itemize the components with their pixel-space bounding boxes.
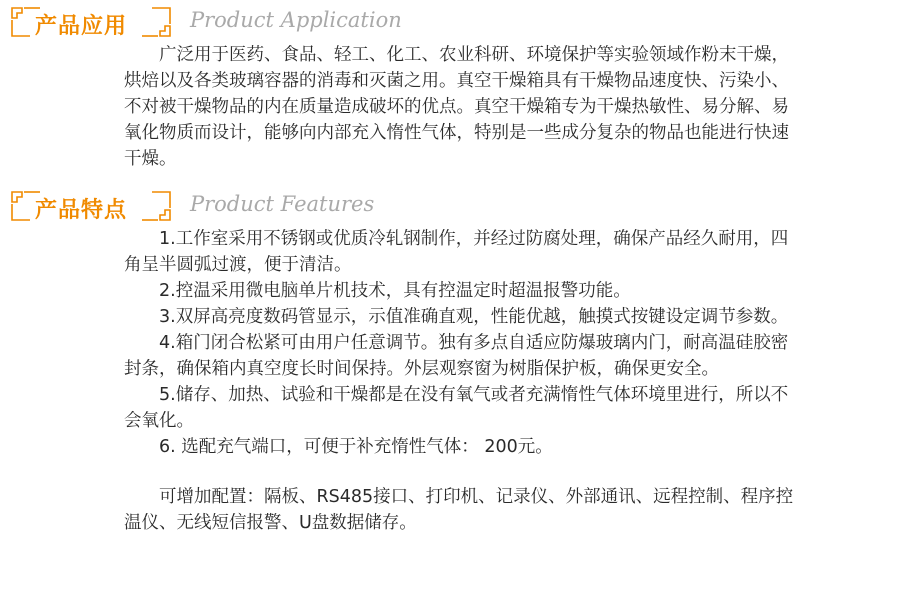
feature-item-1: 1.工作室采用不锈钢或优质冷轧钢制作，并经过防腐处理，确保产品经久耐用，四角呈半圆弧过渡，便于清洁。 [124,229,789,275]
section-title-cn: 产品特点 [35,198,128,223]
section-title-en: Product Application [190,8,402,32]
feature-item-6: 6. 选配充气端口，可便于补充惰性气体： 200元。 [159,437,553,457]
application-paragraph: 广泛用于医药、食品、轻工、化工、农业科研、环境保护等实验领域作粉末干燥，烘焙以及各类玻璃容器的消毒和灭菌之用。真空干燥箱具有干燥物品速度快、污染小、不对被干燥物品的内在质量造成破坏的优点。真空干燥箱专为干燥热敏性、易分解、易氧化物质而设计，能够向内部充入惰性气体，特别是一些成分复杂的物品也能进行快速干燥。 [124,45,789,169]
feature-item-3: 3.双屏高亮度数码管显示，示值准确直观，性能优越，触摸式按键设定调节参数。 [159,307,789,327]
section-title-en: Product Features [190,192,375,216]
application-body [124,42,796,172]
optional-config: 可增加配置：隔板、RS485接口、打印机、记录仪、外部通讯、远程控制、程序控温仪、无线短信报警、U盘数据储存。 [124,487,794,533]
feature-item-5: 5.储存、加热、试验和干燥都是在没有氧气或者充满惰性气体环境里进行，所以不会氧化。 [124,385,789,431]
section-title-cn: 产品应用 [35,14,128,39]
features-body [124,226,796,536]
feature-item-4: 4.箱门闭合松紧可由用户任意调节。独有多点自适应防爆玻璃内门，耐高温硅胶密封条，确保箱内真空度长时间保持。外层观察窗为树脂保护板，确保更安全。 [124,333,789,379]
feature-item-2: 2.控温采用微电脑单片机技术，具有控温定时超温报警功能。 [159,281,631,301]
spacer [124,460,796,484]
header-frame [10,6,172,39]
section-header-application [10,4,890,40]
section-header-features [10,188,890,224]
header-frame [10,190,172,223]
